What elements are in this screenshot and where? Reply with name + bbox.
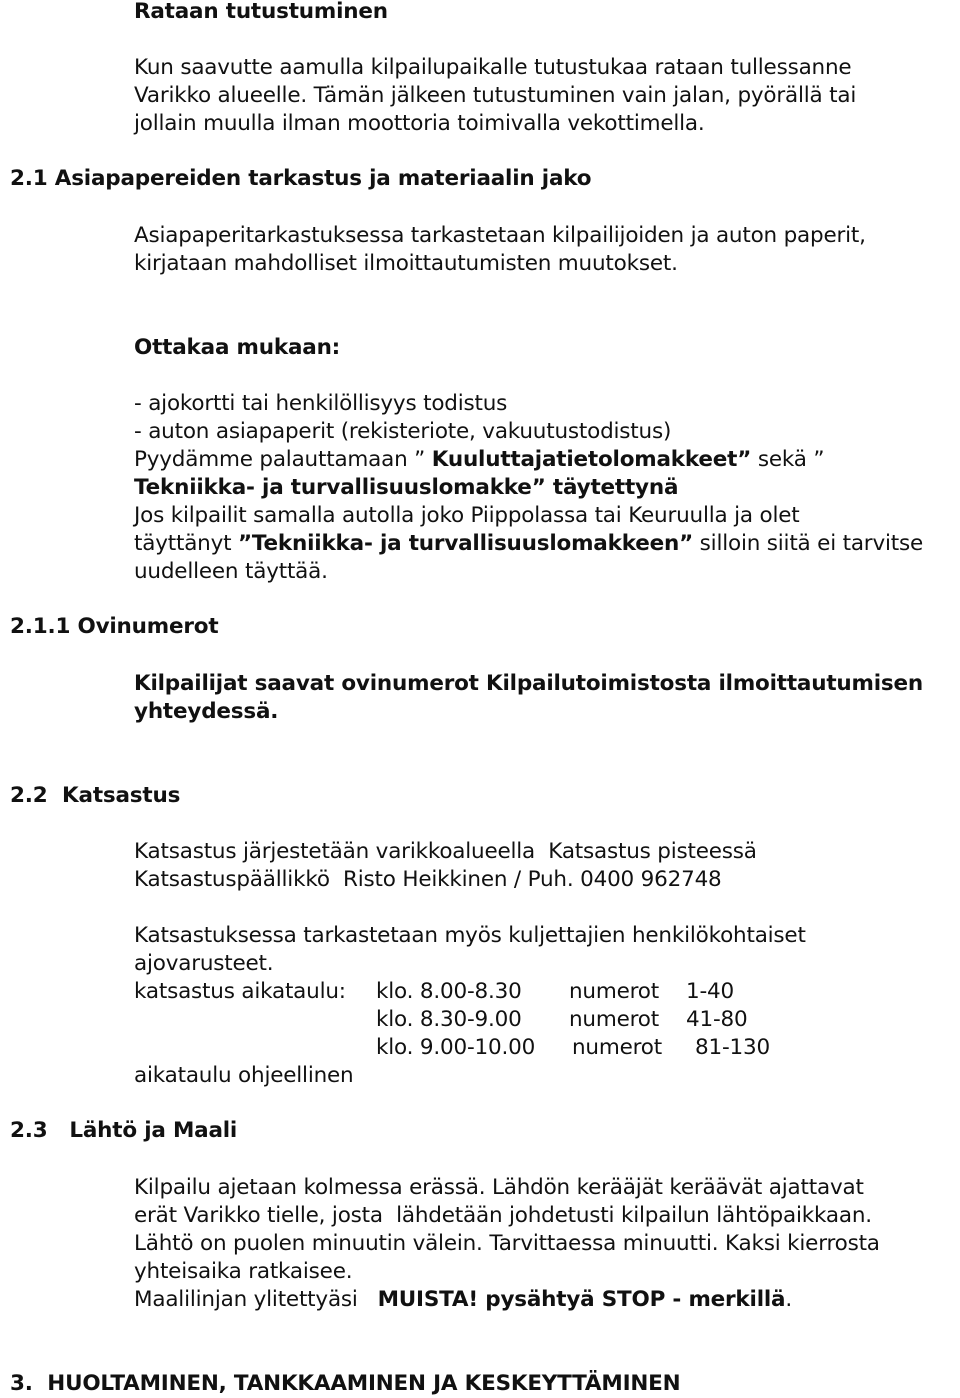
section-heading-2-1-1: 2.1.1 Ovinumerot [10, 614, 219, 639]
paragraph-line: uudelleen täyttää. [134, 559, 328, 584]
paragraph-line: yhteisaika ratkaisee. [134, 1259, 353, 1284]
tayttanyt-text: silloin siitä ei tarvitse [693, 531, 923, 556]
section-heading-2-1: 2.1 Asiapapereiden tarkastus ja materiaalin jako [10, 166, 592, 191]
section-heading-2-2: 2.2 Katsastus [10, 783, 181, 808]
paragraph-line: jollain muulla ilman moottoria toimivalla vekottimella. [134, 111, 705, 136]
maalilinja-text: . [785, 1287, 792, 1312]
pyydamme-text: sekä ” [751, 447, 825, 472]
schedule-row [0, 978, 960, 1006]
schedule-label: katsastus aikataulu: [134, 979, 346, 1004]
schedule-label-numerot: numerot [569, 1007, 659, 1032]
tayttanyt-text: täyttänyt [134, 531, 238, 556]
schedule-time: klo. 8.00-8.30 [376, 979, 522, 1004]
schedule-time: klo. 8.30-9.00 [376, 1007, 522, 1032]
paragraph-line: Jos kilpailit samalla autolla joko Piippolassa tai Keuruulla ja olet [134, 503, 800, 528]
paragraph-line: Kun saavutte aamulla kilpailupaikalle tutustukaa rataan tullessanne [134, 55, 852, 80]
maalilinja-text: Maalilinjan ylitettyäsi [134, 1287, 378, 1312]
paragraph-line: Kilpailu ajetaan kolmessa erässä. Lähdön kerääjät keräävät ajattavat [134, 1175, 864, 1200]
form-name: ”Tekniikka- ja turvallisuuslomakkeen” [237, 531, 694, 556]
paragraph-line: Asiapaperitarkastuksessa tarkastetaan kilpailijoiden ja auton paperit, [134, 223, 866, 248]
paragraph-line: Katsastus järjestetään varikkoalueella Katsastus pisteessä [134, 839, 757, 864]
paragraph-line: Katsastuspäällikkö Risto Heikkinen / Puh. 0400 962748 [134, 867, 722, 892]
pyydamme-text: Pyydämme palauttamaan ” [134, 447, 432, 472]
schedule-label-numerot: numerot [569, 979, 659, 1004]
pyydamme-line [134, 446, 824, 474]
paragraph-line: Lähtö on puolen minuutin välein. Tarvittaessa minuutti. Kaksi kierrosta [134, 1231, 880, 1256]
schedule-range: 81-130 [695, 1035, 770, 1060]
paragraph-line: Katsastuksessa tarkastetaan myös kuljettajien henkilökohtaiset [134, 923, 806, 948]
paragraph-line: yhteydessä. [134, 699, 279, 724]
paragraph-line: kirjataan mahdolliset ilmoittautumisten muutokset. [134, 251, 678, 276]
section-heading-2-3: 2.3 Lähtö ja Maali [10, 1118, 238, 1143]
stop-reminder: MUISTA! pysähtyä STOP - merkillä [377, 1287, 786, 1312]
schedule-time: klo. 9.00-10.00 [376, 1035, 536, 1060]
schedule-note: aikataulu ohjeellinen [134, 1063, 354, 1088]
section-heading-rataan: Rataan tutustuminen [134, 0, 388, 24]
schedule-range: 1-40 [686, 979, 734, 1004]
tekniikka-line: Tekniikka- ja turvallisuuslomakke” täytettynä [134, 475, 679, 500]
form-name: Kuuluttajatietolomakkeet” [431, 447, 752, 472]
paragraph-line: erät Varikko tielle, josta lähdetään johdetusti kilpailun lähtöpaikkaan. [134, 1203, 872, 1228]
schedule-row [0, 1034, 960, 1062]
maalilinja-line [134, 1286, 792, 1314]
tayttanyt-line [134, 530, 923, 558]
paragraph-line: ajovarusteet. [134, 951, 274, 976]
list-item: - auton asiapaperit (rekisteriote, vakuutustodistus) [134, 419, 672, 444]
paragraph-line: Varikko alueelle. Tämän jälkeen tutustuminen vain jalan, pyörällä tai [134, 83, 857, 108]
ottakaa-heading: Ottakaa mukaan: [134, 335, 341, 360]
schedule-range: 41-80 [686, 1007, 748, 1032]
list-item: - ajokortti tai henkilöllisyys todistus [134, 391, 508, 416]
paragraph-line: Kilpailijat saavat ovinumerot Kilpailutoimistosta ilmoittautumisen [134, 671, 923, 696]
section-heading-3: 3. HUOLTAMINEN, TANKKAAMINEN JA KESKEYTTÄMINEN [10, 1371, 681, 1396]
schedule-row [0, 1006, 960, 1034]
schedule-label-numerot: numerot [572, 1035, 662, 1060]
